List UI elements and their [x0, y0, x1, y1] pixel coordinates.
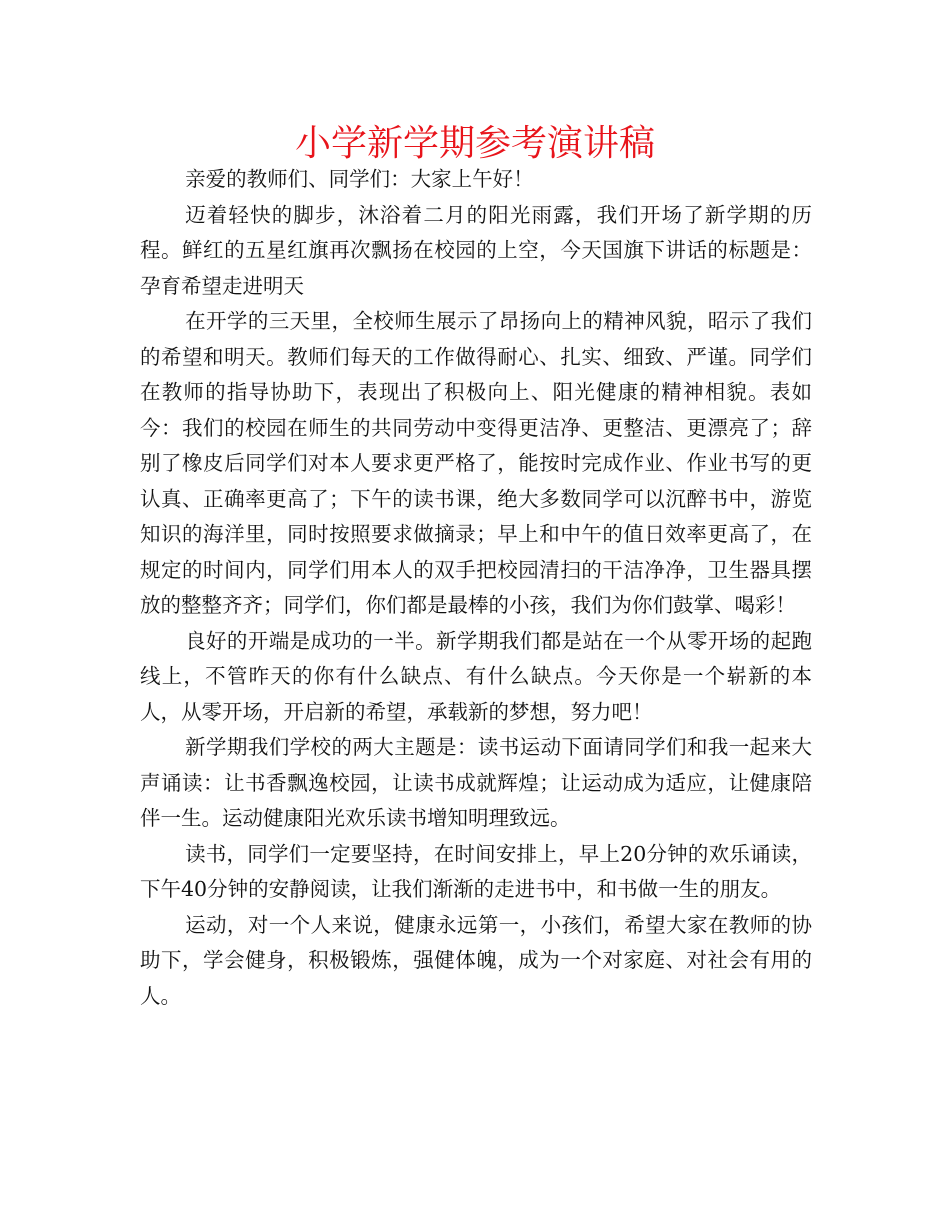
paragraph-exercise: 运动，对一个人来说，健康永远第一，小孩们，希望大家在教师的协助下，学会健身，积极锻炼，强健体魄，成为一个对家庭、对社会有用的人。: [140, 912, 812, 1008]
paragraph-greeting: 亲爱的教师们、同学们：大家上午好！: [185, 167, 534, 191]
paragraph-themes: 新学期我们学校的两大主题是：读书运动下面请同学们和我一起来大声诵读：让书香飘逸校园，让读书成就辉煌；让运动成为适应，让健康陪伴一生。运动健康阳光欢乐读书增知明理致远。: [140, 735, 812, 830]
paragraph-reading: 读书，同学们一定要坚持，在时间安排上，早上20分钟的欢乐诵读，下午40分钟的安静阅读，让我们渐渐的走进书中，和书做一生的朋友。: [140, 841, 812, 901]
document-body: [140, 162, 812, 1014]
paragraph-opening: 迈着轻快的脚步，沐浴着二月的阳光雨露，我们开场了新学期的历程。鲜红的五星红旗再次飘扬在校园的上空，今天国旗下讲话的标题是：孕育希望走进明天: [140, 202, 812, 298]
paragraph-first-days: 在开学的三天里，全校师生展示了昂扬向上的精神风貌，昭示了我们的希望和明天。教师们每天的工作做得耐心、扎实、细致、严谨。同学们在教师的指导协助下，表现出了积极向上、阳光健康的精神相貌。表如今：我们的校园在师生的共同劳动中变得更洁净、更整洁、更漂亮了；辞别了橡皮后同学们对本人要求更严格了，能按时完成作业、作业书写的更认真、正确率更高了；下午的读书课，绝大多数同学可以沉醉书中，游览知识的海洋里，同时按照要求做摘录；早上和中午的值日效率更高了，在规定的时间内，同学们用本人的双手把校园清扫的干洁净净，卫生器具摆放的整整齐齐；同学们，你们都是最棒的小孩，我们为你们鼓掌、喝彩！: [140, 309, 812, 617]
document-title: 小学新学期参考演讲稿: [294, 123, 655, 164]
paragraph-good-start: 良好的开端是成功的一半。新学期我们都是站在一个从零开场的起跑线上，不管昨天的你有什么缺点、有什么缺点。今天你是一个崭新的本人，从零开场，开启新的希望，承载新的梦想，努力吧！: [140, 628, 812, 724]
